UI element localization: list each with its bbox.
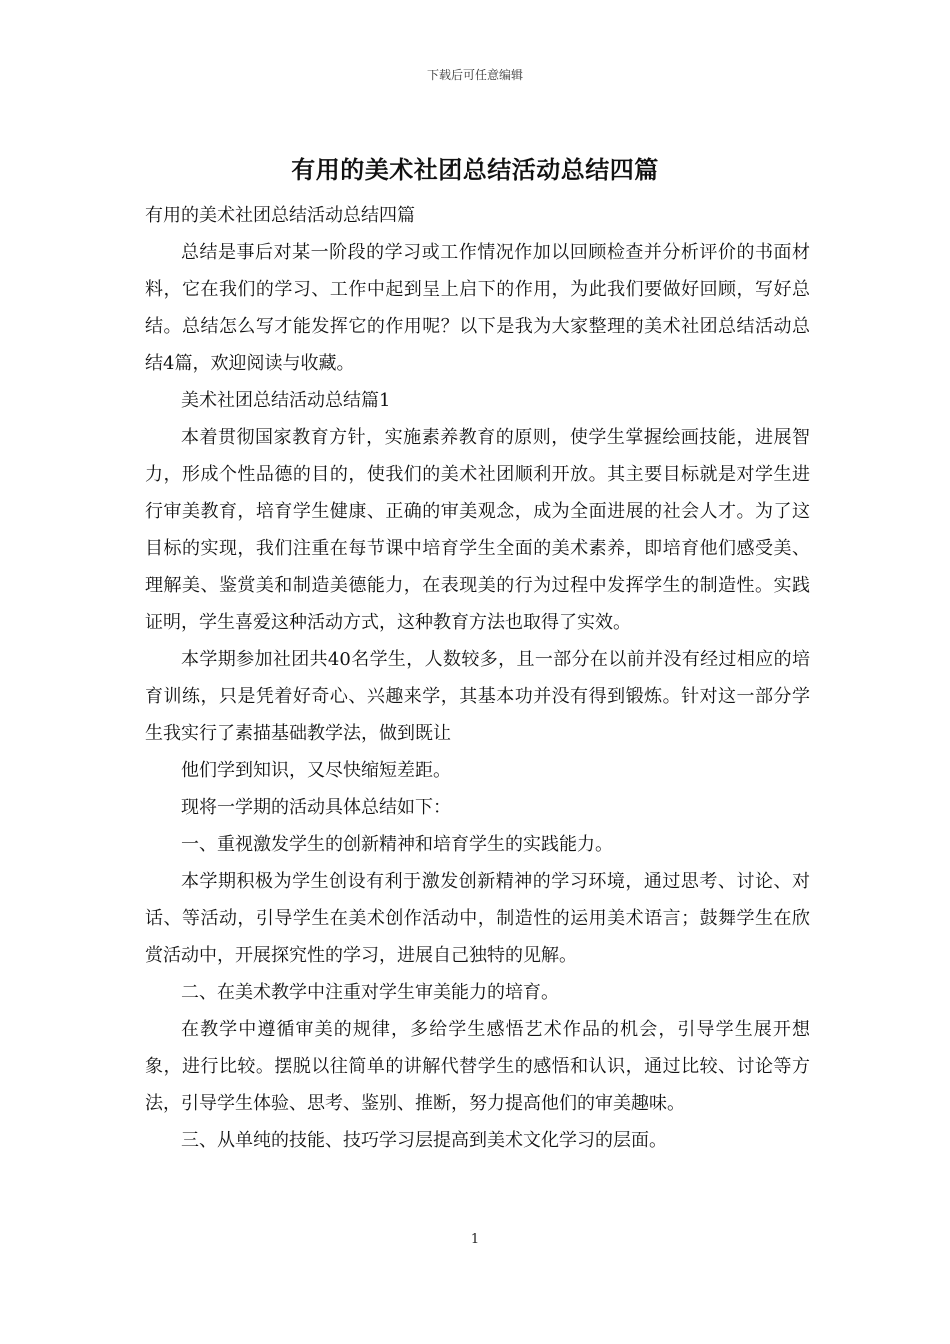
paragraph-aesthetics: 在教学中遵循审美的规律，多给学生感悟艺术作品的机会，引导学生展开想象，进行比较。摆脱以往简单的讲解代替学生的感悟和认识，通过比较、讨论等方法，引导学生体验、思考、鉴别、推断，努力提高他们的审美趣味。 — [145, 1019, 810, 1114]
document-title: 有用的美术社团总结活动总结四篇 — [291, 155, 659, 184]
page-number: 1 — [470, 1232, 480, 1247]
list-heading-3: 三、从单纯的技能、技巧学习层提高到美术文化学习的层面。 — [181, 1130, 667, 1151]
paragraph-intro: 总结是事后对某一阶段的学习或工作情况作加以回顾检查并分析评价的书面材料，它在我们的学习、工作中起到呈上启下的作用，为此我们要做好回顾，写好总结。总结怎么写才能发挥它的作用呢？以下是我为大家整理的美术社团总结活动总结4篇，欢迎阅读与收藏。 — [145, 242, 810, 374]
paragraph-continuation: 他们学到知识，又尽快缩短差距。 — [181, 760, 451, 781]
header-note: 下载后可任意编辑 — [426, 68, 523, 82]
paragraph-subtitle: 有用的美术社团总结活动总结四篇 — [145, 205, 415, 226]
paragraph-goals: 本着贯彻国家教育方针，实施素养教育的原则，使学生掌握绘画技能，进展智力，形成个性品德的目的，使我们的美术社团顺利开放。其主要目标就是对学生进行审美教育，培育学生健康、正确的审美观念，成为全面进展的社会人才。为了这目标的实现，我们注重在每节课中培育学生全面的美术素养，即培育他们感受美、理解美、鉴赏美和制造美德能力，在表现美的行为过程中发挥学生的制造性。实践证明，学生喜爱这种活动方式，这种教育方法也取得了实效。 — [145, 427, 810, 633]
list-heading-1: 一、重视激发学生的创新精神和培育学生的实践能力。 — [181, 834, 613, 855]
list-heading-2: 二、在美术教学中注重对学生审美能力的培育。 — [181, 982, 559, 1003]
paragraph-summary-intro: 现将一学期的活动具体总结如下： — [181, 797, 451, 818]
paragraph-students: 本学期参加社团共40名学生，人数较多，且一部分在以前并没有经过相应的培育训练，只是凭着好奇心、兴趣来学，其基本功并没有得到锻炼。针对这一部分学生我实行了素描基础教学法，做到既让 — [145, 649, 810, 744]
paragraph-innovation: 本学期积极为学生创设有利于激发创新精神的学习环境，通过思考、讨论、对话、等活动，引导学生在美术创作活动中，制造性的运用美术语言；鼓舞学生在欣赏活动中，开展探究性的学习，进展自己独特的见解。 — [145, 871, 810, 966]
document-body — [145, 197, 810, 1159]
section-heading-part-1: 美术社团总结活动总结篇1 — [181, 390, 391, 411]
